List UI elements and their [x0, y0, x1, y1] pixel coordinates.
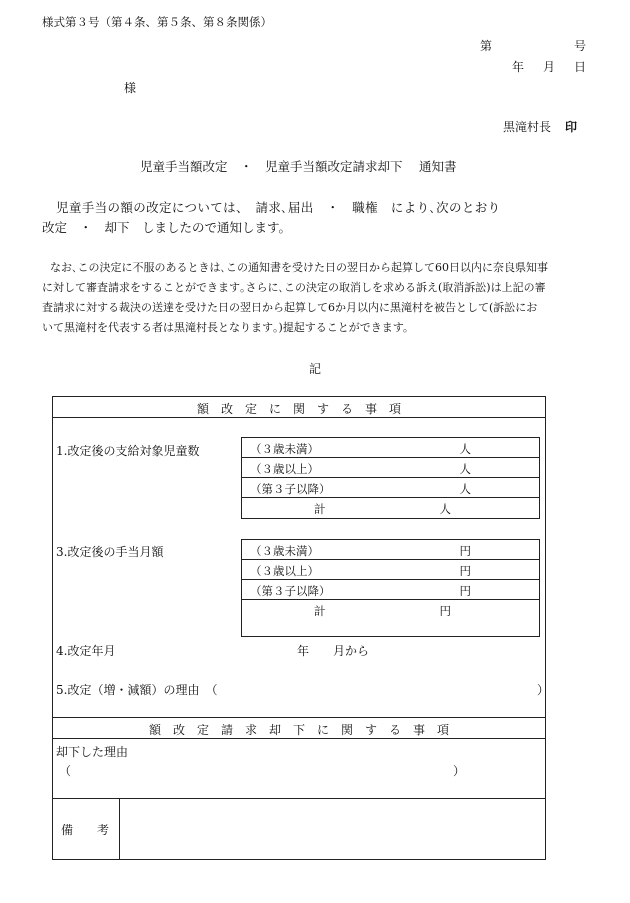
remarks-label: 備 考: [61, 823, 110, 837]
row-unit: 円: [459, 544, 471, 558]
total-unit: 円: [439, 604, 451, 618]
date-year: 年: [512, 60, 525, 74]
item4-label: 4.改定年月: [56, 644, 116, 658]
details-table: [52, 396, 550, 860]
row-label: （３歳以上）: [250, 462, 319, 476]
reason-label: 却下した理由: [56, 745, 129, 759]
section1-header: 額 改 定 に 関 す る 事 項: [196, 402, 401, 416]
reason-close: ）: [453, 764, 466, 778]
row-unit: 円: [459, 564, 471, 578]
divider: [53, 738, 545, 739]
table-row: [242, 458, 539, 478]
item4-value: 年 月から: [297, 644, 370, 658]
row-label: （３歳未満）: [250, 544, 319, 558]
ki-heading: 記: [309, 362, 322, 376]
notice-line-2: に対して審査請求をすることができます｡さらに､この決定の取消しを求める訴え(取消訴訟)は上記の審: [42, 281, 546, 294]
item3-label: 3.改定後の手当月額: [56, 545, 164, 559]
item5-close: ）: [537, 683, 550, 697]
addressee-suffix: 様: [124, 81, 137, 95]
table-row: [242, 438, 539, 458]
table-row: [242, 580, 539, 600]
doc-number-suffix: 号: [574, 39, 587, 53]
row-unit: 人: [459, 482, 471, 496]
date-month: 月: [543, 60, 556, 74]
table-row-total: [242, 498, 539, 518]
divider: [119, 798, 120, 860]
child-count-table: [241, 437, 540, 519]
section2-header: 額 改 定 請 求 却 下 に 関 す る 事 項: [148, 723, 449, 737]
row-unit: 円: [459, 584, 471, 598]
document-title: 児童手当額改定 ・ 児童手当額改定請求却下 通知書: [140, 159, 457, 174]
total-unit: 人: [439, 502, 451, 516]
row-label: （第３子以降）: [250, 482, 331, 496]
row-label: （第３子以降）: [250, 584, 331, 598]
item1-label: 1.改定後の支給対象児童数: [56, 444, 200, 458]
notice-line-4: いて黒滝村を代表する者は黒滝村長となります｡)提起することができます。: [42, 321, 414, 334]
item5-label: 5.改定（増・減額）の理由 （: [56, 683, 218, 697]
monthly-amount-table: [241, 539, 540, 637]
seal-mark: 印: [565, 120, 578, 134]
date-day: 日: [574, 60, 587, 74]
intro-line-2: 改定 ・ 却下 しましたので通知します。: [42, 220, 292, 235]
doc-number-prefix: 第: [480, 39, 493, 53]
table-row: [242, 560, 539, 580]
row-unit: 人: [459, 462, 471, 476]
row-label: （３歳未満）: [250, 442, 319, 456]
total-label: 計: [314, 502, 326, 516]
notice-line-1: なお､この決定に不服のあるときは､この通知書を受けた日の翌日から起算して60日以内に奈良県知事: [50, 261, 548, 274]
reason-open: （: [59, 764, 72, 778]
table-row: [242, 540, 539, 560]
row-label: （３歳以上）: [250, 564, 319, 578]
notice-line-3: 査請求に対する裁決の送達を受けた日の翌日から起算して6か月以内に黒滝村を被告として(訴訟にお: [42, 301, 538, 314]
form-number: 様式第３号（第４条、第５条、第８条関係）: [42, 15, 272, 29]
divider: [53, 417, 545, 418]
divider: [53, 717, 545, 718]
table-row-total: [242, 600, 539, 636]
table-row: [242, 478, 539, 498]
intro-line-1: 児童手当の額の改定については、 請求､届出 ・ 職権 により､次のとおり: [56, 200, 501, 215]
row-unit: 人: [459, 442, 471, 456]
issuer: 黒滝村長: [503, 120, 552, 134]
total-label: 計: [314, 604, 326, 618]
divider: [53, 798, 545, 799]
